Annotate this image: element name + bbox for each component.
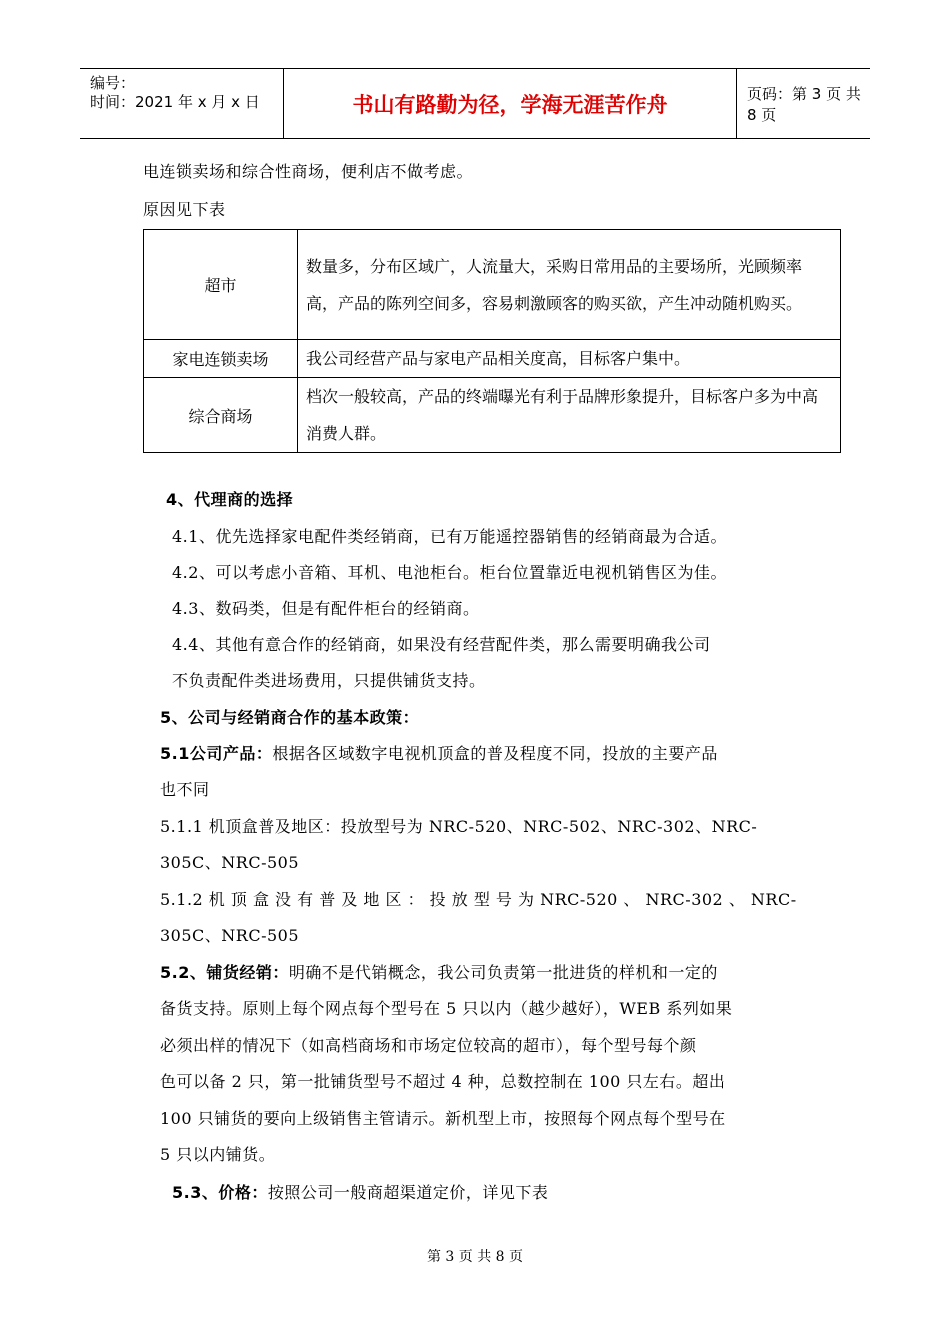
document-date: 时间：2021 年 x 月 x 日 bbox=[90, 93, 260, 111]
reason-cell: 数量多，分布区域广，人流量大，采购日常用品的主要场所，光顾频率高，产品的陈列空间多，容易刺激顾客的购买欲，产生冲动随机购买。 bbox=[298, 230, 841, 340]
section-5-1-text-cont: 也不同 bbox=[160, 780, 210, 799]
section-4-3: 4.3、数码类，但是有配件柜台的经销商。 bbox=[172, 599, 480, 618]
place-cell: 超市 bbox=[144, 230, 298, 340]
document-number-label: 编号： bbox=[90, 74, 136, 92]
page-footer: 第 3 页 共 8 页 bbox=[426, 1249, 524, 1265]
section-5-2-line6: 5 只以内铺货。 bbox=[160, 1145, 276, 1164]
section-5-2-line5: 100 只铺货的要向上级销售主管请示。新机型上市，按照每个网点每个型号在 bbox=[160, 1109, 726, 1128]
section-5-3 bbox=[172, 1180, 548, 1203]
section-5-2-label: 5.2、铺货经销： bbox=[160, 963, 289, 982]
place-cell: 综合商场 bbox=[144, 378, 298, 453]
table-row bbox=[144, 378, 841, 453]
table-row bbox=[144, 340, 841, 378]
section-5-2-line3: 必须出样的情况下（如高档商场和市场定位较高的超市），每个型号每个颜 bbox=[160, 1036, 697, 1055]
section-5-3-text: 按照公司一般商超渠道定价，详见下表 bbox=[267, 1183, 549, 1202]
section-5-2-text: 明确不是代销概念，我公司负责第一批进货的样机和一定的 bbox=[288, 963, 718, 982]
section-5-1-1-line2: 305C、NRC-505 bbox=[160, 853, 300, 872]
table-caption: 原因见下表 bbox=[143, 200, 226, 219]
section-4-4-line1: 4.4、其他有意合作的经销商，如果没有经营配件类，那么需要明确我公司 bbox=[172, 635, 711, 654]
reason-cell: 我公司经营产品与家电产品相关度高，目标客户集中。 bbox=[298, 340, 841, 378]
reason-cell: 档次一般较高，产品的终端曝光有利于品牌形象提升，目标客户多为中高消费人群。 bbox=[298, 378, 841, 453]
section-5-1-2-line2: 305C、NRC-505 bbox=[160, 926, 300, 945]
place-cell: 家电连锁卖场 bbox=[144, 340, 298, 378]
section-5-1-label: 5.1公司产品： bbox=[160, 744, 273, 763]
section-5-1-text: 根据各区域数字电视机顶盒的普及程度不同，投放的主要产品 bbox=[272, 744, 718, 763]
section-4-1: 4.1、优先选择家电配件类经销商，已有万能遥控器销售的经销商最为合适。 bbox=[172, 527, 727, 546]
section-5-title: 5、公司与经销商合作的基本政策： bbox=[160, 708, 420, 727]
header-meta bbox=[80, 69, 284, 138]
section-4-title: 4、代理商的选择 bbox=[166, 490, 294, 509]
section-5-2-line2: 备货支持。原则上每个网点每个型号在 5 只以内（越少越好），WEB 系列如果 bbox=[160, 999, 733, 1018]
section-5-1 bbox=[160, 741, 718, 764]
section-5-1-2-line1: 5.1.2 机 顶 盒 没 有 普 及 地 区 ： 投 放 型 号 为 NRC-520 、 NRC-302 、 NRC- bbox=[160, 890, 797, 909]
section-5-2-line1 bbox=[160, 960, 718, 983]
section-4-4-line2: 不负责配件类进场费用，只提供铺货支持。 bbox=[172, 671, 486, 690]
header-page-info: 页码：第 3 页 共 8 页 bbox=[747, 84, 861, 124]
section-5-3-label: 5.3、价格： bbox=[172, 1183, 268, 1202]
intro-line: 电连锁卖场和综合性商场，便利店不做考虑。 bbox=[143, 162, 474, 181]
section-5-2-line4: 色可以备 2 只，第一批铺货型号不超过 4 种，总数控制在 100 只左右。超出 bbox=[160, 1072, 726, 1091]
reason-table bbox=[143, 229, 841, 453]
page-header bbox=[80, 68, 870, 139]
section-5-1-1-line1: 5.1.1 机顶盒普及地区：投放型号为 NRC-520、NRC-502、NRC-302、NRC- bbox=[160, 817, 758, 836]
table-row bbox=[144, 230, 841, 340]
header-motto: 书山有路勤为径，学海无涯苦作舟 bbox=[284, 69, 737, 138]
section-4-2: 4.2、可以考虑小音箱、耳机、电池柜台。柜台位置靠近电视机销售区为佳。 bbox=[172, 563, 727, 582]
